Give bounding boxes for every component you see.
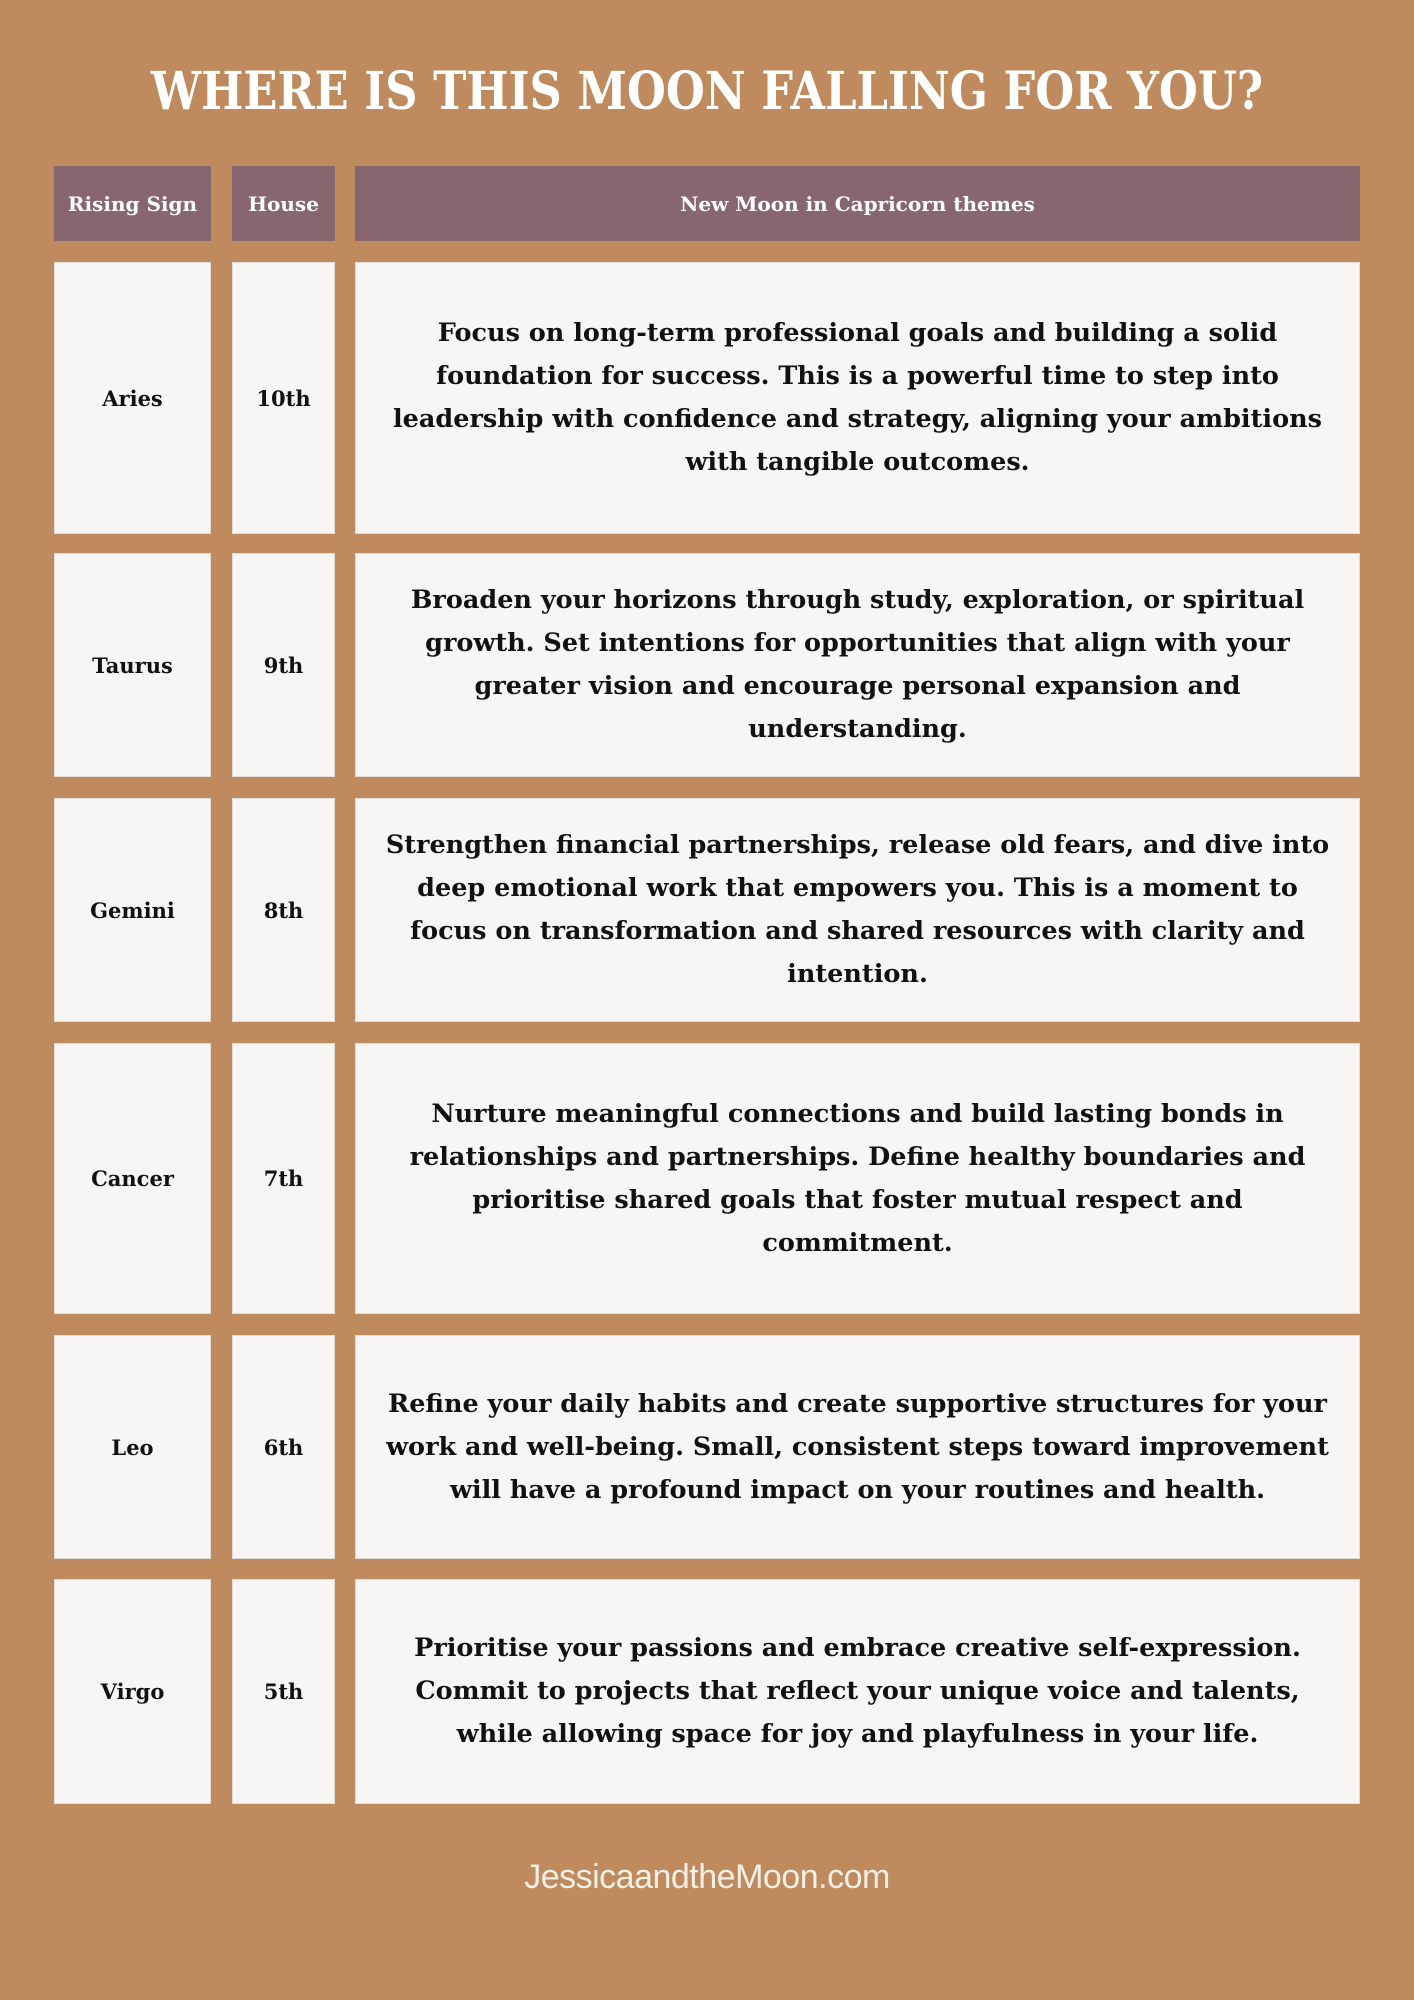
header-rising-sign: Rising Sign bbox=[54, 166, 211, 241]
house-cell: 5th bbox=[232, 1579, 335, 1804]
rising-sign-cell: Virgo bbox=[54, 1579, 211, 1804]
house-cell: 8th bbox=[232, 798, 335, 1022]
house-cell: 10th bbox=[232, 262, 335, 534]
house-cell: 6th bbox=[232, 1335, 335, 1559]
theme-cell: Focus on long-term professional goals and building a solid foundation for success. This is a powerful time to step into leadership with confidence and strategy, aligning your ambitions with tangible outcomes. bbox=[355, 262, 1360, 534]
rising-sign-cell: Cancer bbox=[54, 1043, 211, 1314]
house-cell: 9th bbox=[232, 553, 335, 777]
rising-sign-cell: Aries bbox=[54, 262, 211, 534]
theme-cell: Prioritise your passions and embrace creative self-expression. Commit to projects that reflect your unique voice and talents, while allowing space for joy and playfulness in your life. bbox=[355, 1579, 1360, 1804]
theme-cell: Refine your daily habits and create supportive structures for your work and well-being. Small, consistent steps toward improvement will have a profound impact on your routines and health. bbox=[355, 1335, 1360, 1559]
rising-sign-cell: Leo bbox=[54, 1335, 211, 1559]
rising-sign-cell: Taurus bbox=[54, 553, 211, 777]
rising-sign-cell: Gemini bbox=[54, 798, 211, 1022]
theme-cell: Nurture meaningful connections and build lasting bonds in relationships and partnerships. Define healthy boundaries and prioritise shared goals that foster mutual respect and commitment. bbox=[355, 1043, 1360, 1314]
page-title: WHERE IS THIS MOON FALLING FOR YOU? bbox=[150, 61, 1264, 122]
footer-website: JessicaandtheMoon.com bbox=[524, 1858, 890, 1896]
theme-cell: Strengthen financial partnerships, release old fears, and dive into deep emotional work that empowers you. This is a moment to focus on transformation and shared resources with clarity and intention. bbox=[355, 798, 1360, 1022]
header-themes: New Moon in Capricorn themes bbox=[355, 166, 1360, 241]
header-house: House bbox=[232, 166, 335, 241]
theme-cell: Broaden your horizons through study, exploration, or spiritual growth. Set intentions for opportunities that align with your greater vision and encourage personal expansion and understanding. bbox=[355, 553, 1360, 777]
house-cell: 7th bbox=[232, 1043, 335, 1314]
